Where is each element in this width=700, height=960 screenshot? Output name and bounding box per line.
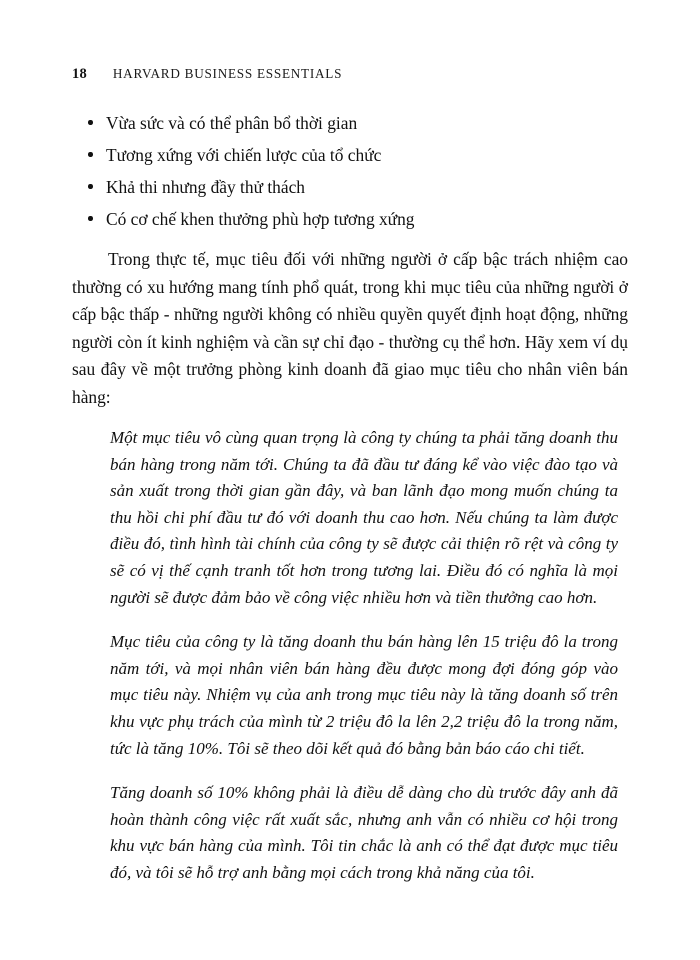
running-head xyxy=(72,66,628,83)
bullet-dot-icon xyxy=(88,184,93,189)
list-item xyxy=(88,110,608,142)
list-item xyxy=(88,206,608,238)
body-paragraph: Trong thực tế, mục tiêu đối với những người ở cấp bậc trách nhiệm cao thường có xu hướng mang tính phổ quát, trong khi mục tiêu của những người ở cấp bậc thấp - những người không có nhiều quyền quyết định hoạt động, những người còn ít kinh nghiệm và cần sự chỉ đạo - thường cụ thể hơn. Hãy xem ví dụ sau đây về một trưởng phòng kinh doanh đã giao mục tiêu cho nhân viên bán hàng: xyxy=(72,249,628,407)
quote-paragraph: Tăng doanh số 10% không phải là điều dễ dàng cho dù trước đây anh đã hoàn thành công việc rất xuất sắc, nhưng anh vẫn có nhiều cơ hội trong khu vực bán hàng của mình. Tôi tin chắc là anh có thể đạt được mục tiêu đó, và tôi sẽ hỗ trợ anh bằng mọi cách trong khả năng của tôi. xyxy=(110,783,618,882)
list-item-label: Có cơ chế khen thưởng phù hợp tương xứng xyxy=(106,209,415,229)
list-item-label: Tương xứng với chiến lược của tổ chức xyxy=(106,145,382,165)
bullet-list xyxy=(88,110,608,238)
quote-paragraph: Một mục tiêu vô cùng quan trọng là công ty chúng ta phải tăng doanh thu bán hàng trong năm tới. Chúng ta đã đầu tư đáng kể vào việc đào tạo và sản xuất trong thời gian gần đây, và ban lãnh đạo mong muốn chúng ta thu hồi chi phí đầu tư đó với doanh thu cao hơn. Nếu chúng ta làm được điều đó, tình hình tài chính của công ty sẽ được cải thiện rõ rệt và công ty sẽ có vị thế cạnh tranh tốt hơn trong tương lai. Điều đó có nghĩa là mọi người sẽ được đảm bảo về công việc nhiều hơn và tiền thưởng cao hơn. xyxy=(110,428,618,607)
list-item xyxy=(88,142,608,174)
bullet-dot-icon xyxy=(88,120,93,125)
bullet-dot-icon xyxy=(88,216,93,221)
quoted-example-block xyxy=(110,425,618,887)
running-head-title: HARVARD BUSINESS ESSENTIALS xyxy=(112,66,343,81)
bullet-dot-icon xyxy=(88,152,93,157)
page-number: 18 xyxy=(72,66,87,82)
list-item-label: Khả thi nhưng đầy thử thách xyxy=(106,177,305,197)
quote-paragraph: Mục tiêu của công ty là tăng doanh thu bán hàng lên 15 triệu đô la trong năm tới, và mọi nhân viên bán hàng đều được mong đợi đóng góp vào mục tiêu này. Nhiệm vụ của anh trong mục tiêu này là tăng doanh số trên khu vực phụ trách của mình từ 2 triệu đô la lên 2,2 triệu đô la trong năm, tức là tăng 10%. Tôi sẽ theo dõi kết quả đó bằng bản báo cáo chi tiết. xyxy=(110,632,618,758)
list-item xyxy=(88,174,608,206)
list-item-label: Vừa sức và có thể phân bổ thời gian xyxy=(106,113,358,133)
